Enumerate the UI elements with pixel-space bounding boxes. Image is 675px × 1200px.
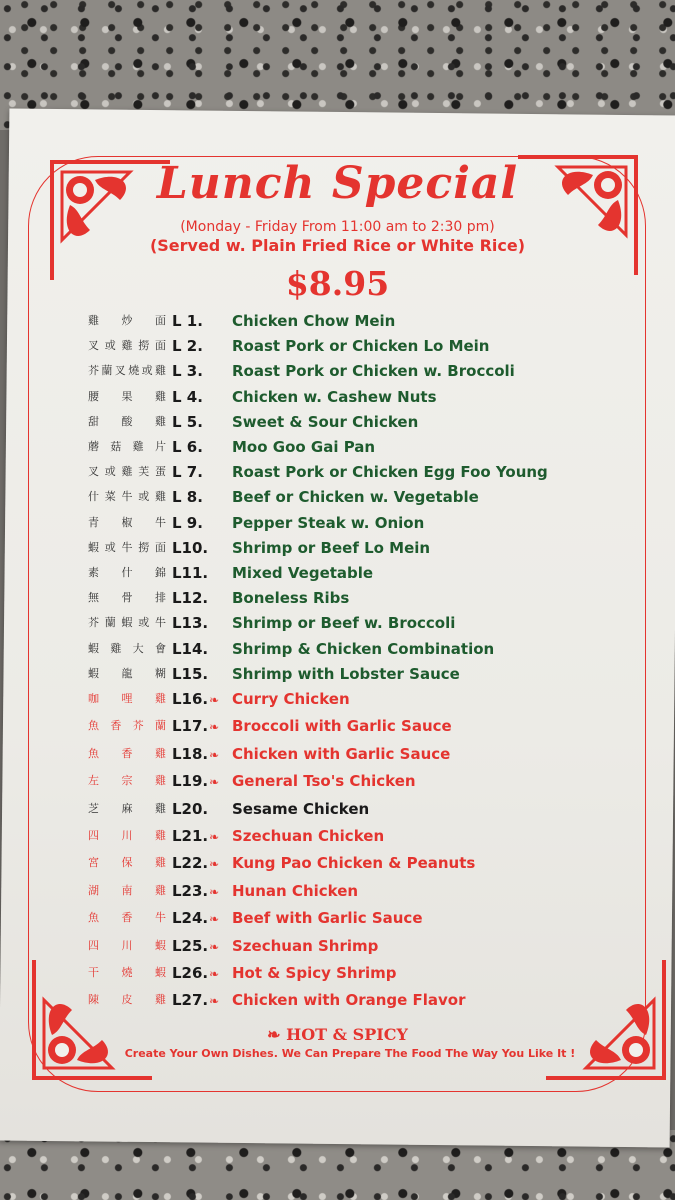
menu-hours: (Monday - Friday From 11:00 am to 2:30 pm) [180, 219, 495, 235]
menu-item-code-text: L16. [172, 690, 209, 708]
menu-item-code [172, 824, 219, 849]
menu-item-code-text: L 8. [172, 488, 203, 507]
menu-item-name: Curry Chicken [232, 690, 350, 708]
menu-item [0, 742, 675, 766]
menu-item-code [172, 687, 219, 712]
menu-item [0, 879, 675, 903]
menu-item-code [172, 797, 208, 821]
menu-item [0, 309, 675, 333]
menu-price: $8.95 [285, 264, 390, 303]
menu-item-code [172, 334, 203, 358]
pepper-icon: ❧ [209, 830, 220, 844]
menu-item-name: Shrimp with Lobster Sauce [232, 664, 460, 683]
menu-item [0, 460, 675, 484]
menu-item-code [172, 637, 208, 661]
pepper-icon: ❧ [209, 939, 220, 954]
menu-item [0, 485, 675, 509]
menu-item-chinese-name: 四川蝦 [88, 938, 166, 952]
menu-item-code-text: L 1. [172, 312, 203, 330]
menu-item [0, 334, 675, 358]
menu-item [0, 934, 675, 958]
menu-item-chinese-name: 魚香雞 [88, 746, 166, 760]
menu-item-code-text: L18. [172, 744, 209, 763]
menu-item-code-text: L 4. [172, 387, 203, 406]
menu-item-code-text: L15. [172, 664, 209, 683]
pepper-icon: ❧ [209, 994, 220, 1009]
menu-item-name: Hot & Spicy Shrimp [232, 964, 397, 982]
menu-item-name: Chicken Chow Mein [232, 312, 396, 330]
menu-item-code [172, 460, 203, 484]
menu-item-code-text: L20. [172, 799, 209, 818]
menu-item [0, 687, 675, 711]
pepper-icon: ❧ [209, 720, 220, 735]
menu-item [0, 851, 675, 875]
menu-item-chinese-name: 叉或雞撈面 [88, 339, 166, 353]
menu-item-chinese-name: 青椒牛 [88, 515, 166, 529]
menu-item [0, 561, 675, 585]
menu-item-chinese-name: 無骨排 [88, 591, 166, 605]
menu-item-code [172, 714, 219, 739]
menu-item-name: Beef or Chicken w. Vegetable [232, 488, 479, 507]
menu-item-code-text: L10. [172, 538, 209, 557]
menu-item-code-text: L26. [172, 964, 209, 982]
menu-item [0, 662, 675, 686]
menu-item [0, 797, 675, 821]
menu-item-code [172, 485, 203, 509]
menu-item-code [172, 988, 219, 1013]
menu-item-name: Boneless Ribs [232, 589, 350, 608]
menu-item-chinese-name: 雞炒面 [88, 314, 166, 327]
menu-item-chinese-name: 咖哩雞 [88, 692, 166, 705]
menu-item [0, 961, 675, 985]
menu-item-code-text: L13. [172, 614, 209, 633]
menu-item-code-text: L 5. [172, 412, 203, 431]
menu-item-name: Szechuan Chicken [232, 827, 385, 845]
menu-item-code-text: L11. [172, 564, 209, 582]
menu-item-code [172, 879, 219, 904]
menu-item-name: Kung Pao Chicken & Peanuts [232, 854, 476, 873]
menu-item-name: Sweet & Sour Chicken [232, 412, 419, 431]
menu-item-chinese-name: 陳皮雞 [88, 993, 166, 1007]
menu-item-chinese-name: 魚香芥蘭 [88, 719, 166, 733]
menu-item [0, 637, 675, 661]
menu-item [0, 359, 675, 383]
menu-item-code [172, 586, 208, 610]
menu-item-code-text: L19. [172, 772, 209, 791]
menu-item-code [172, 435, 203, 459]
menu-item-name: General Tso's Chicken [232, 772, 416, 791]
menu-item-chinese-name: 宮保雞 [88, 856, 166, 870]
menu-item-name: Moo Goo Gai Pan [232, 438, 376, 456]
pepper-icon: ❧ [209, 857, 220, 872]
menu-item-name: Hunan Chicken [232, 881, 359, 900]
menu-item-code [172, 934, 219, 959]
menu-item-chinese-name: 蝦雞大會 [88, 641, 166, 655]
menu-item-chinese-name: 素什錦 [88, 566, 166, 579]
pepper-icon: ❧ [209, 967, 220, 981]
menu-item-code-text: L 2. [172, 337, 203, 356]
pepper-icon: ❧ [209, 912, 220, 927]
menu-item-code [172, 906, 219, 931]
hot-spicy-legend [0, 1025, 675, 1044]
menu-item-chinese-name: 什菜牛或雞 [88, 490, 166, 504]
menu-item [0, 511, 675, 535]
menu-item-code [172, 742, 219, 767]
menu-item-name: Chicken with Orange Flavor [232, 991, 466, 1010]
menu-item [0, 586, 675, 610]
menu-item-name: Mixed Vegetable [232, 564, 374, 582]
menu-item-code-text: L24. [172, 909, 209, 928]
menu-item-chinese-name: 叉或雞芙蛋 [88, 465, 166, 479]
menu-item [0, 906, 675, 930]
menu-item-code-text: L 7. [172, 463, 203, 482]
menu-item [0, 988, 675, 1012]
menu-item-name: Szechuan Shrimp [232, 936, 379, 955]
menu-item-chinese-name: 芥蘭蝦或牛 [88, 616, 166, 630]
menu-item-chinese-name: 蝦或牛撈面 [88, 540, 166, 554]
menu-item-code-text: L21. [172, 827, 209, 845]
menu-item-code [172, 410, 203, 434]
menu-title: Lunch Special [156, 158, 519, 209]
menu-item-code-text: L12. [172, 589, 209, 608]
menu-item-code-text: L23. [172, 881, 209, 900]
menu-item-code [172, 359, 203, 383]
menu-item-name: Broccoli with Garlic Sauce [232, 717, 452, 736]
menu-footer-note: Create Your Own Dishes. We Can Prepare The Food The Way You Like It ! [124, 1047, 576, 1060]
menu-item [0, 385, 675, 409]
menu-item-code [172, 662, 208, 686]
menu-item-code-text: L 9. [172, 513, 203, 532]
hot-spicy-label: HOT & SPICY [286, 1025, 408, 1044]
menu-item-name: Shrimp or Beef Lo Mein [232, 538, 431, 557]
menu-item-name: Chicken w. Cashew Nuts [232, 387, 437, 406]
menu-item-name: Chicken with Garlic Sauce [232, 744, 451, 763]
menu-item-code-text: L 6. [172, 438, 203, 456]
menu-item-chinese-name: 芝麻雞 [88, 801, 166, 815]
menu-item-code [172, 561, 208, 585]
menu-item-chinese-name: 湖南雞 [88, 883, 166, 897]
menu-item-name: Roast Pork or Chicken w. Broccoli [232, 362, 515, 381]
menu-item-name: Shrimp or Beef w. Broccoli [232, 614, 456, 633]
pepper-icon: ❧ [209, 693, 220, 707]
menu-served-with: (Served w. Plain Fried Rice or White Rice) [149, 236, 526, 255]
menu-item [0, 611, 675, 635]
menu-item [0, 769, 675, 793]
menu-item-chinese-name: 蘑菇雞片 [88, 440, 166, 453]
menu-item [0, 824, 675, 848]
pepper-icon: ❧ [267, 1025, 287, 1044]
menu-item-code-text: L 3. [172, 362, 203, 381]
menu-item-code [172, 851, 219, 876]
menu-item-name: Pepper Steak w. Onion [232, 513, 425, 532]
menu-item-name: Shrimp & Chicken Combination [232, 639, 495, 658]
menu-item-code [172, 961, 219, 986]
menu-item-chinese-name: 蝦龍糊 [88, 666, 166, 680]
menu-item-name: Beef with Garlic Sauce [232, 909, 423, 928]
menu-item-code-text: L17. [172, 717, 209, 736]
menu-item-code-text: L22. [172, 854, 209, 873]
menu-item-name: Sesame Chicken [232, 799, 370, 818]
menu-item [0, 410, 675, 434]
menu-item-code [172, 769, 219, 794]
menu-item-chinese-name: 左宗雞 [88, 774, 166, 788]
menu-item-name: Roast Pork or Chicken Egg Foo Young [232, 463, 548, 482]
menu-item-code-text: L25. [172, 936, 209, 955]
menu-item-code [172, 536, 208, 560]
menu-item-chinese-name: 魚香牛 [88, 911, 166, 925]
pepper-icon: ❧ [209, 884, 220, 899]
menu-item-chinese-name: 干燒蝦 [88, 966, 166, 979]
menu-item-chinese-name: 甜酸雞 [88, 414, 166, 428]
menu-item-code [172, 309, 203, 333]
menu-item-code [172, 511, 203, 535]
menu-item-code [172, 611, 208, 635]
menu-item-code-text: L14. [172, 639, 209, 658]
menu-item-code [172, 385, 203, 409]
menu-item [0, 536, 675, 560]
menu-item [0, 435, 675, 459]
pepper-icon: ❧ [209, 775, 220, 790]
menu-item-name: Roast Pork or Chicken Lo Mein [232, 337, 490, 356]
menu-item-chinese-name: 腰果雞 [88, 389, 166, 403]
menu-item-chinese-name: 四川雞 [88, 829, 166, 842]
menu-item-chinese-name: 芥蘭叉燒或雞 [88, 364, 166, 378]
pepper-icon: ❧ [209, 747, 220, 762]
menu-item [0, 714, 675, 738]
menu-item-code-text: L27. [172, 991, 209, 1010]
